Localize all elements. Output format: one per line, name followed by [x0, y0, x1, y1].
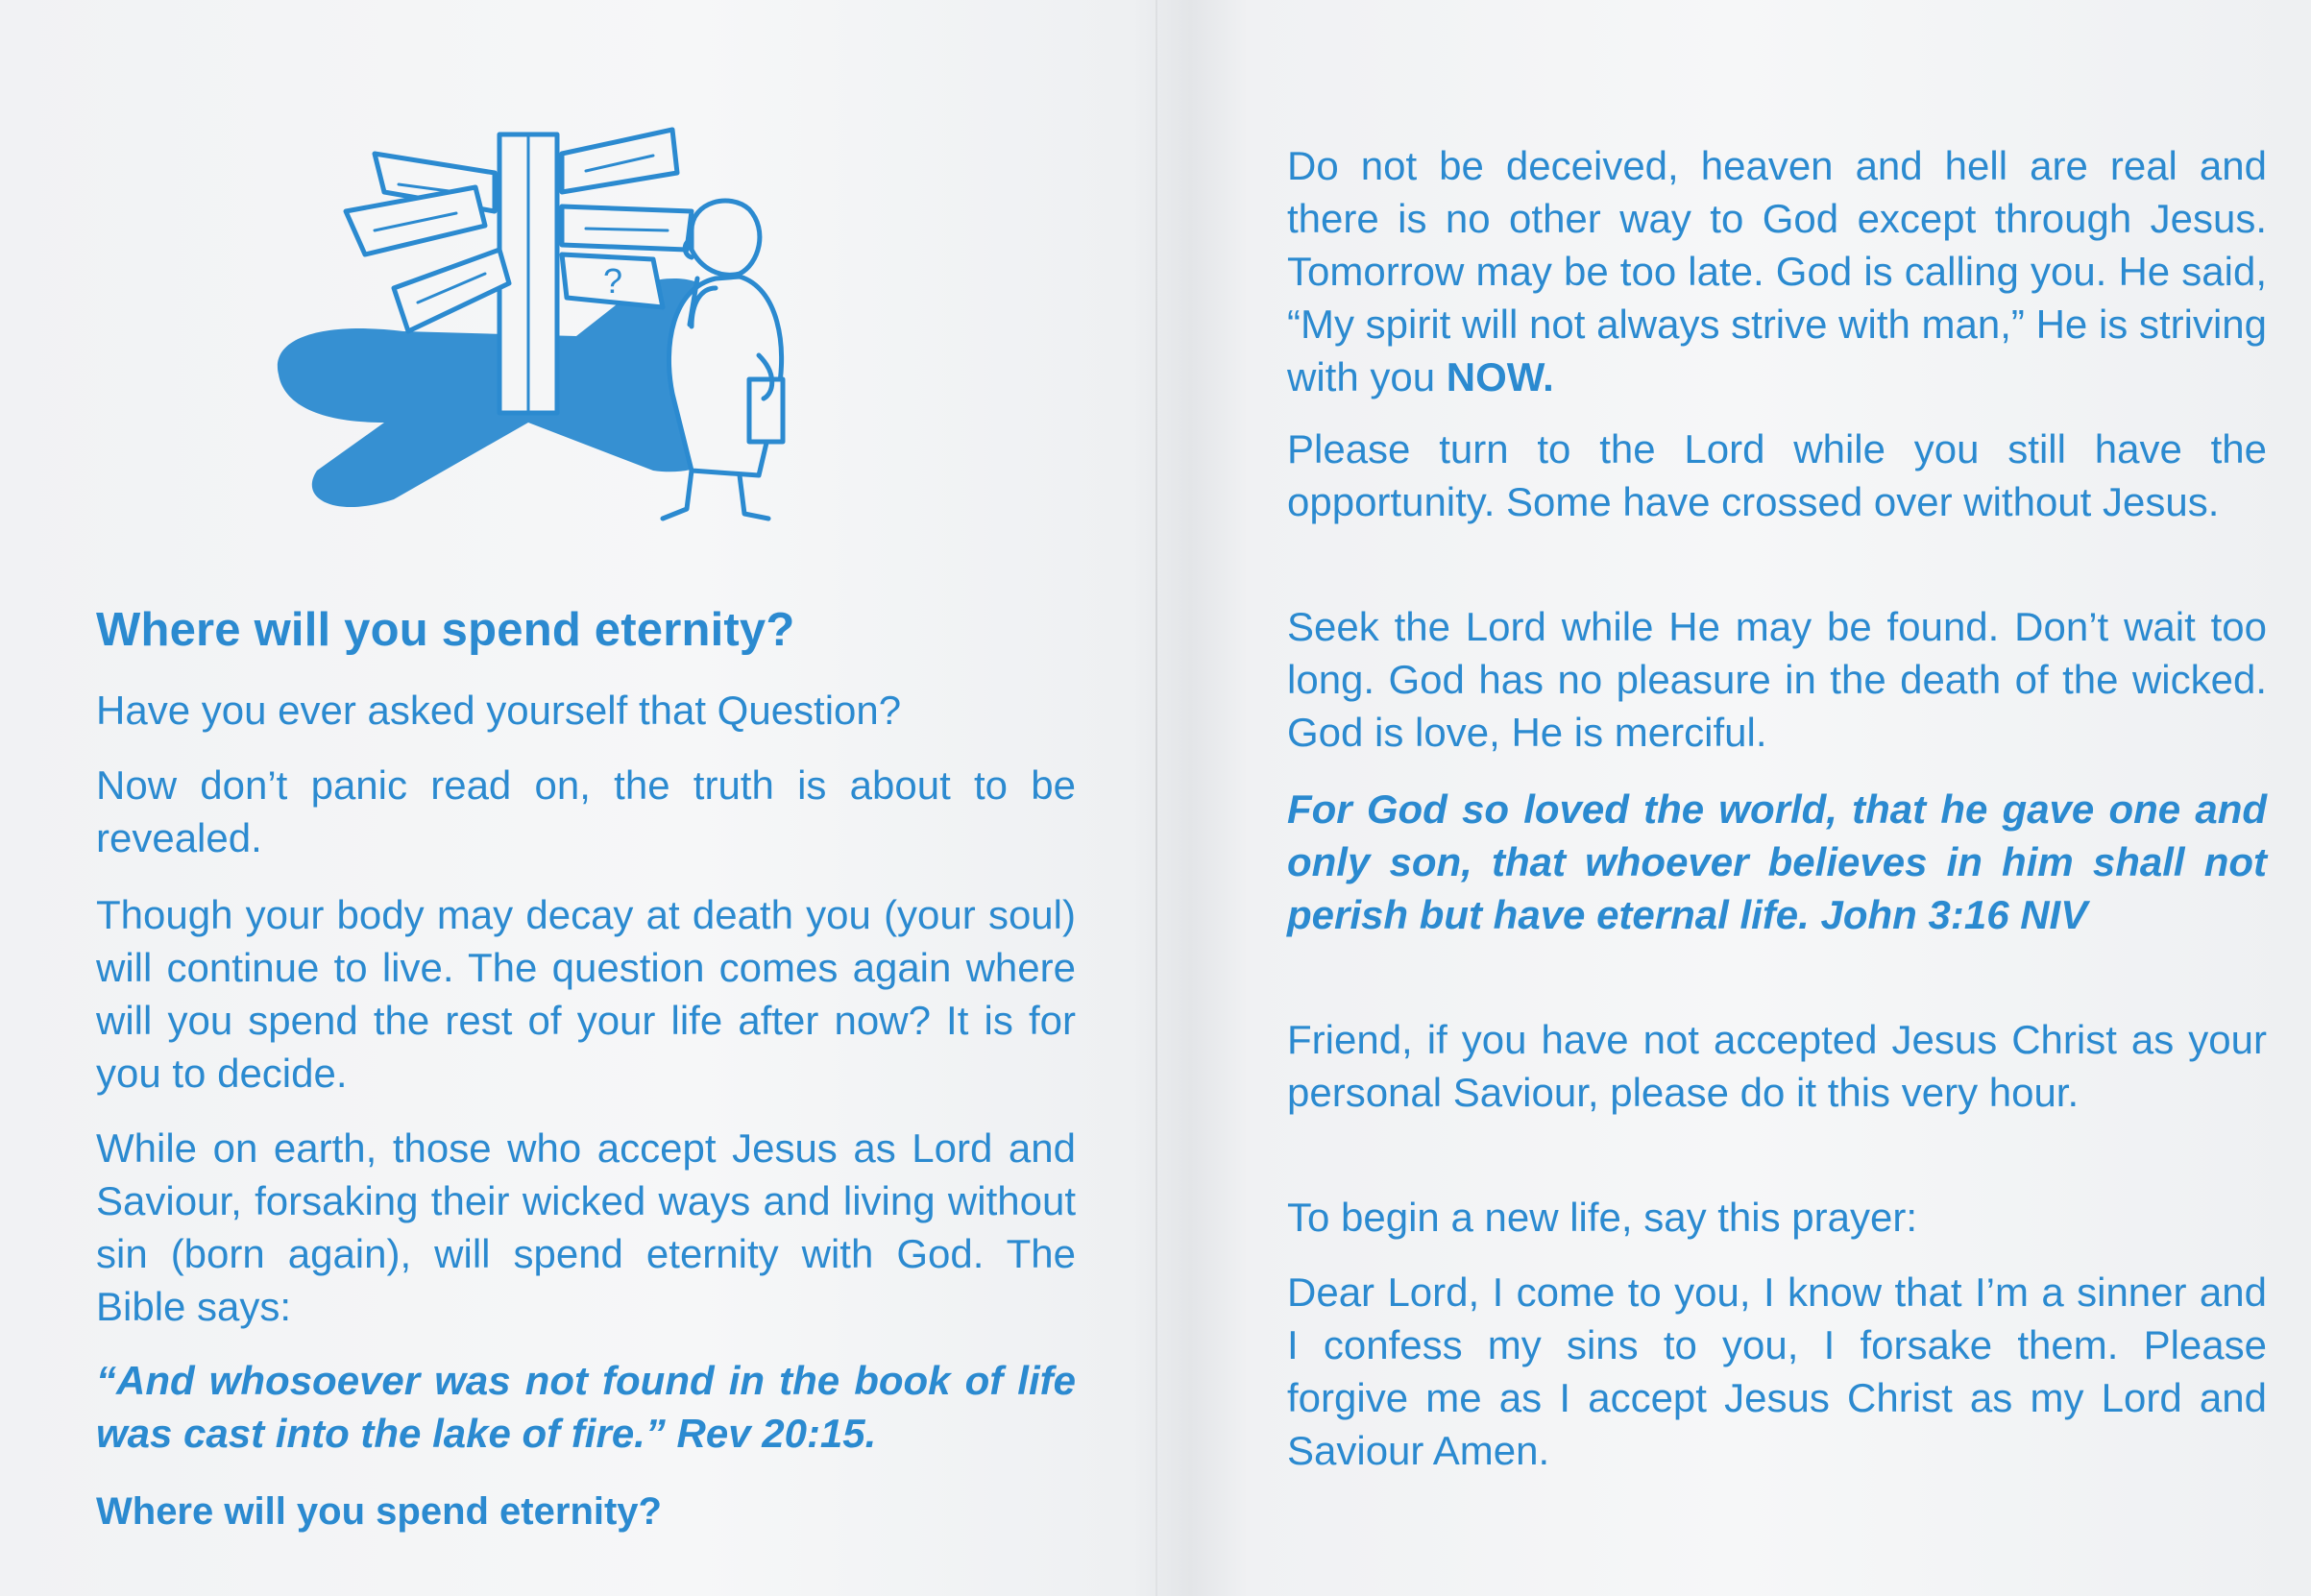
- right-page: [1287, 0, 2267, 1596]
- truth-paragraph: Now don’t panic read on, the truth is about to be revealed.: [96, 762, 1076, 860]
- question-paragraph: Have you ever asked yourself that Question?: [96, 688, 902, 733]
- seek-lord-paragraph: Seek the Lord while He may be found. Don’t wait too long. God has no pleasure in the death of the wicked. God is love, He is merciful.: [1287, 604, 2267, 755]
- turn-to-lord-paragraph: Please turn to the Lord while you still have the opportunity. Some have crossed over without Jesus.: [1287, 426, 2267, 524]
- deceived-paragraph: [1287, 139, 2267, 403]
- closing-question: Where will you spend eternity?: [96, 1490, 662, 1533]
- accept-jesus-paragraph: Friend, if you have not accepted Jesus Christ as your personal Saviour, please do it this very hour.: [1287, 1017, 2267, 1115]
- prayer-intro: To begin a new life, say this prayer:: [1287, 1195, 1918, 1240]
- soul-paragraph: Though your body may decay at death you (your soul) will continue to live. The question comes again where will you spend the rest of your life after now? It is for you to decide.: [96, 892, 1076, 1096]
- signpost-confused-man-icon: [240, 96, 912, 547]
- revelation-verse: “And whosoever was not found in the book of life was cast into the lake of fire.” Rev 20:15.: [96, 1358, 1076, 1456]
- page-heading: Where will you spend eternity?: [96, 604, 795, 656]
- born-again-paragraph: While on earth, those who accept Jesus as Lord and Saviour, forsaking their wicked ways and living without sin (born again), will spend eternity with God. The Bible says:: [96, 1125, 1076, 1329]
- deceived-text: Do not be deceived, heaven and hell are real and there is no other way to God except through Jesus. Tomorrow may be too late. God is calling you. He said, “My spirit will not always strive with man,” He is striving with you: [1287, 143, 2267, 399]
- left-page: [96, 0, 1076, 1596]
- prayer-text: Dear Lord, I come to you, I know that I’m a sinner and I confess my sins to you, I forsake them. Please forgive me as I accept Jesus Christ as my Lord and Saviour Amen.: [1287, 1270, 2267, 1473]
- sign-question-mark: ?: [603, 261, 623, 301]
- page-fold: [1156, 0, 1157, 1596]
- john-verse: For God so loved the world, that he gave one and only son, that whoever believes in him shall not perish but have eternal life. John 3:16 NIV: [1287, 786, 2267, 937]
- now-emphasis: NOW.: [1446, 354, 1554, 399]
